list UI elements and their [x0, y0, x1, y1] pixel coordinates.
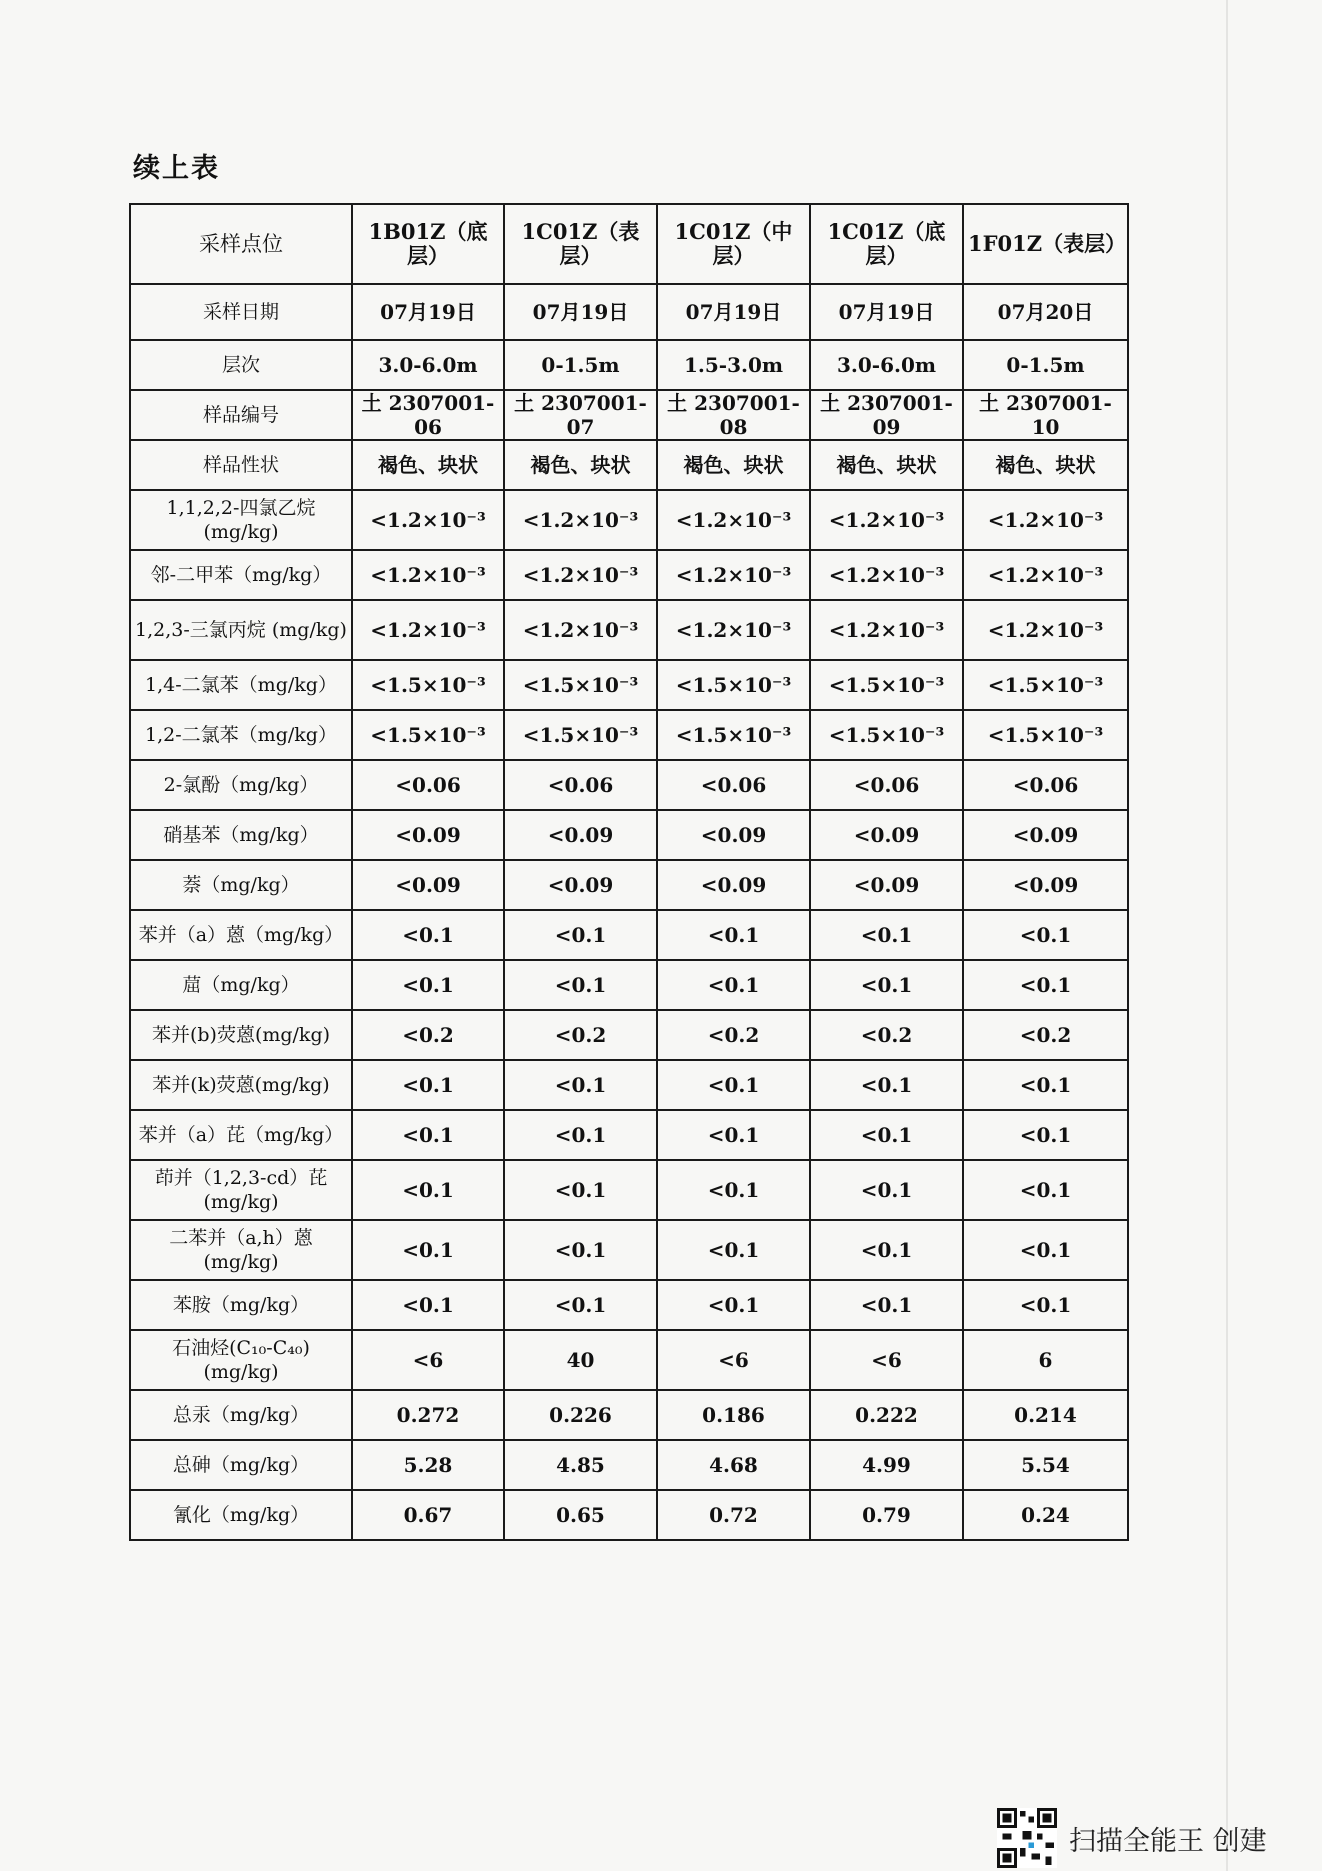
- value-cell: <0.2: [352, 1010, 504, 1060]
- value-cell: <0.06: [963, 760, 1128, 810]
- value-cell: 07月20日: [963, 284, 1128, 340]
- value-cell: <0.09: [657, 810, 810, 860]
- value-cell: 0-1.5m: [963, 340, 1128, 390]
- value-cell: 6: [963, 1330, 1128, 1390]
- value-cell: <1.2×10⁻³: [810, 490, 963, 550]
- value-cell: <0.1: [504, 1110, 657, 1160]
- value-cell: <1.5×10⁻³: [352, 710, 504, 760]
- value-cell: <0.09: [352, 810, 504, 860]
- table-row: [130, 710, 1128, 760]
- value-cell: <1.2×10⁻³: [352, 600, 504, 660]
- value-cell: 褐色、块状: [963, 440, 1128, 490]
- value-cell: <1.2×10⁻³: [657, 550, 810, 600]
- value-cell: <1.2×10⁻³: [504, 600, 657, 660]
- row-label: 硝基苯（mg/kg）: [130, 810, 352, 860]
- value-cell: <0.1: [352, 1280, 504, 1330]
- value-cell: 0.79: [810, 1490, 963, 1540]
- value-cell: <0.1: [657, 1220, 810, 1280]
- value-cell: 0.186: [657, 1390, 810, 1440]
- value-cell: <0.1: [504, 1280, 657, 1330]
- table-row: [130, 1110, 1128, 1160]
- value-cell: 0.24: [963, 1490, 1128, 1540]
- value-cell: 0.222: [810, 1390, 963, 1440]
- value-cell: <0.1: [810, 1160, 963, 1220]
- value-cell: 07月19日: [504, 284, 657, 340]
- value-cell: <1.2×10⁻³: [504, 550, 657, 600]
- value-cell: 07月19日: [657, 284, 810, 340]
- value-cell: <0.1: [504, 910, 657, 960]
- value-cell: <0.1: [963, 1220, 1128, 1280]
- value-cell: <0.06: [810, 760, 963, 810]
- qr-code-icon: [997, 1808, 1057, 1868]
- row-label: 总砷（mg/kg）: [130, 1440, 352, 1490]
- table-body: [130, 204, 1128, 1540]
- value-cell: <0.2: [810, 1010, 963, 1060]
- table-row: [130, 1160, 1128, 1220]
- value-cell: <1.5×10⁻³: [504, 710, 657, 760]
- header-label-cell: 采样点位: [130, 204, 352, 284]
- value-cell: <1.5×10⁻³: [657, 710, 810, 760]
- value-cell: 3.0-6.0m: [352, 340, 504, 390]
- table-row: [130, 600, 1128, 660]
- row-label: 总汞（mg/kg）: [130, 1390, 352, 1440]
- value-cell: <0.1: [504, 960, 657, 1010]
- table-row: [130, 1440, 1128, 1490]
- value-cell: <0.09: [504, 860, 657, 910]
- value-cell: 褐色、块状: [657, 440, 810, 490]
- row-label: 石油烃(C₁₀-C₄₀) (mg/kg): [130, 1330, 352, 1390]
- value-cell: <0.1: [352, 1220, 504, 1280]
- row-label: 2-氯酚（mg/kg）: [130, 760, 352, 810]
- value-cell: <0.1: [963, 1280, 1128, 1330]
- value-cell: <0.1: [352, 910, 504, 960]
- value-cell: <1.5×10⁻³: [810, 710, 963, 760]
- value-cell: <0.1: [352, 1060, 504, 1110]
- value-cell: <0.1: [963, 960, 1128, 1010]
- row-label: 1,1,2,2-四氯乙烷 (mg/kg): [130, 490, 352, 550]
- row-label: 样品性状: [130, 440, 352, 490]
- value-cell: 1.5-3.0m: [657, 340, 810, 390]
- value-cell: <0.1: [810, 910, 963, 960]
- table-row: [130, 1220, 1128, 1280]
- value-cell: <0.1: [963, 910, 1128, 960]
- row-label: 采样日期: [130, 284, 352, 340]
- value-cell: <0.1: [963, 1110, 1128, 1160]
- table-row: [130, 1330, 1128, 1390]
- value-cell: 5.28: [352, 1440, 504, 1490]
- value-cell: <1.5×10⁻³: [963, 660, 1128, 710]
- value-cell: 土 2307001-06: [352, 390, 504, 440]
- table-row: [130, 910, 1128, 960]
- value-cell: <1.2×10⁻³: [810, 550, 963, 600]
- table-row: [130, 284, 1128, 340]
- value-cell: 4.68: [657, 1440, 810, 1490]
- value-cell: <0.09: [810, 810, 963, 860]
- value-cell: <0.2: [657, 1010, 810, 1060]
- row-label: 茚并（1,2,3-cd）芘 (mg/kg): [130, 1160, 352, 1220]
- table-row: [130, 390, 1128, 440]
- value-cell: <0.1: [963, 1060, 1128, 1110]
- value-cell: <0.1: [963, 1160, 1128, 1220]
- table-row: [130, 1390, 1128, 1440]
- value-cell: 07月19日: [352, 284, 504, 340]
- value-cell: <0.1: [504, 1220, 657, 1280]
- table-row: [130, 810, 1128, 860]
- value-cell: <0.1: [504, 1160, 657, 1220]
- table-row: [130, 1010, 1128, 1060]
- value-cell: <0.09: [657, 860, 810, 910]
- value-cell: <1.5×10⁻³: [810, 660, 963, 710]
- value-cell: 40: [504, 1330, 657, 1390]
- value-cell: 土 2307001-08: [657, 390, 810, 440]
- value-cell: <0.09: [352, 860, 504, 910]
- table-row: [130, 440, 1128, 490]
- value-cell: <1.2×10⁻³: [657, 490, 810, 550]
- value-cell: 4.85: [504, 1440, 657, 1490]
- value-cell: <1.2×10⁻³: [352, 490, 504, 550]
- row-label: 氰化（mg/kg）: [130, 1490, 352, 1540]
- value-cell: <0.1: [657, 1160, 810, 1220]
- column-header: 1C01Z（底层）: [810, 204, 963, 284]
- value-cell: <0.09: [963, 810, 1128, 860]
- table-row: [130, 340, 1128, 390]
- value-cell: 07月19日: [810, 284, 963, 340]
- scanner-watermark: [997, 1806, 1267, 1870]
- value-cell: <0.09: [810, 860, 963, 910]
- value-cell: 土 2307001-10: [963, 390, 1128, 440]
- table-row: [130, 1060, 1128, 1110]
- value-cell: <0.1: [657, 1060, 810, 1110]
- row-label: 苯并(k)荧蒽(mg/kg): [130, 1060, 352, 1110]
- value-cell: <0.2: [504, 1010, 657, 1060]
- watermark-text: 扫描全能王 创建: [1069, 1825, 1267, 1857]
- value-cell: 0-1.5m: [504, 340, 657, 390]
- row-label: 苯并(b)荧蒽(mg/kg): [130, 1010, 352, 1060]
- row-label: 萘（mg/kg）: [130, 860, 352, 910]
- value-cell: <1.5×10⁻³: [504, 660, 657, 710]
- row-label: 1,2-二氯苯（mg/kg）: [130, 710, 352, 760]
- value-cell: <0.1: [657, 1280, 810, 1330]
- value-cell: <1.5×10⁻³: [657, 660, 810, 710]
- value-cell: <0.09: [504, 810, 657, 860]
- value-cell: 0.72: [657, 1490, 810, 1540]
- value-cell: <1.2×10⁻³: [504, 490, 657, 550]
- row-label: 苯并（a）芘（mg/kg）: [130, 1110, 352, 1160]
- value-cell: 褐色、块状: [504, 440, 657, 490]
- row-label: 苯胺（mg/kg）: [130, 1280, 352, 1330]
- value-cell: <1.2×10⁻³: [810, 600, 963, 660]
- value-cell: <0.1: [810, 960, 963, 1010]
- value-cell: <0.2: [963, 1010, 1128, 1060]
- value-cell: <1.2×10⁻³: [963, 490, 1128, 550]
- value-cell: 褐色、块状: [810, 440, 963, 490]
- value-cell: <0.1: [352, 1160, 504, 1220]
- value-cell: <0.1: [810, 1280, 963, 1330]
- value-cell: <0.1: [810, 1110, 963, 1160]
- page-title: 续上表: [133, 153, 220, 184]
- value-cell: <0.06: [352, 760, 504, 810]
- value-cell: <1.2×10⁻³: [657, 600, 810, 660]
- value-cell: 0.272: [352, 1390, 504, 1440]
- column-header: 1C01Z（中层）: [657, 204, 810, 284]
- value-cell: <1.5×10⁻³: [352, 660, 504, 710]
- value-cell: 0.67: [352, 1490, 504, 1540]
- value-cell: <6: [657, 1330, 810, 1390]
- value-cell: 土 2307001-07: [504, 390, 657, 440]
- row-label: 1,2,3-三氯丙烷 (mg/kg): [130, 600, 352, 660]
- value-cell: 土 2307001-09: [810, 390, 963, 440]
- table-row: [130, 660, 1128, 710]
- value-cell: <0.09: [963, 860, 1128, 910]
- column-header: 1C01Z（表层）: [504, 204, 657, 284]
- row-label: 1,4-二氯苯（mg/kg）: [130, 660, 352, 710]
- table-row: [130, 1280, 1128, 1330]
- table-header-row: [130, 204, 1128, 284]
- row-label: 苯并（a）蒽（mg/kg）: [130, 910, 352, 960]
- table-row: [130, 550, 1128, 600]
- value-cell: 0.65: [504, 1490, 657, 1540]
- value-cell: <0.1: [810, 1060, 963, 1110]
- value-cell: 3.0-6.0m: [810, 340, 963, 390]
- column-header: 1F01Z（表层）: [963, 204, 1128, 284]
- row-label: 邻-二甲苯（mg/kg）: [130, 550, 352, 600]
- row-label: 层次: [130, 340, 352, 390]
- value-cell: <0.1: [352, 1110, 504, 1160]
- value-cell: <6: [810, 1330, 963, 1390]
- value-cell: <0.1: [657, 960, 810, 1010]
- row-label: 䓛（mg/kg）: [130, 960, 352, 1010]
- table-row: [130, 760, 1128, 810]
- value-cell: <0.06: [657, 760, 810, 810]
- value-cell: <0.1: [504, 1060, 657, 1110]
- value-cell: <0.1: [810, 1220, 963, 1280]
- value-cell: <0.1: [352, 960, 504, 1010]
- value-cell: <0.1: [657, 910, 810, 960]
- table-row: [130, 960, 1128, 1010]
- results-table: [129, 203, 1129, 1541]
- value-cell: 0.226: [504, 1390, 657, 1440]
- row-label: 二苯并（a,h）蒽 (mg/kg): [130, 1220, 352, 1280]
- value-cell: 褐色、块状: [352, 440, 504, 490]
- page-edge: [1226, 0, 1228, 1871]
- value-cell: 4.99: [810, 1440, 963, 1490]
- row-label: 样品编号: [130, 390, 352, 440]
- value-cell: <1.2×10⁻³: [352, 550, 504, 600]
- value-cell: <0.06: [504, 760, 657, 810]
- table-row: [130, 490, 1128, 550]
- value-cell: 0.214: [963, 1390, 1128, 1440]
- value-cell: <1.2×10⁻³: [963, 550, 1128, 600]
- value-cell: <6: [352, 1330, 504, 1390]
- column-header: 1B01Z（底层）: [352, 204, 504, 284]
- value-cell: 5.54: [963, 1440, 1128, 1490]
- table-row: [130, 860, 1128, 910]
- value-cell: <0.1: [657, 1110, 810, 1160]
- value-cell: <1.5×10⁻³: [963, 710, 1128, 760]
- value-cell: <1.2×10⁻³: [963, 600, 1128, 660]
- table-row: [130, 1490, 1128, 1540]
